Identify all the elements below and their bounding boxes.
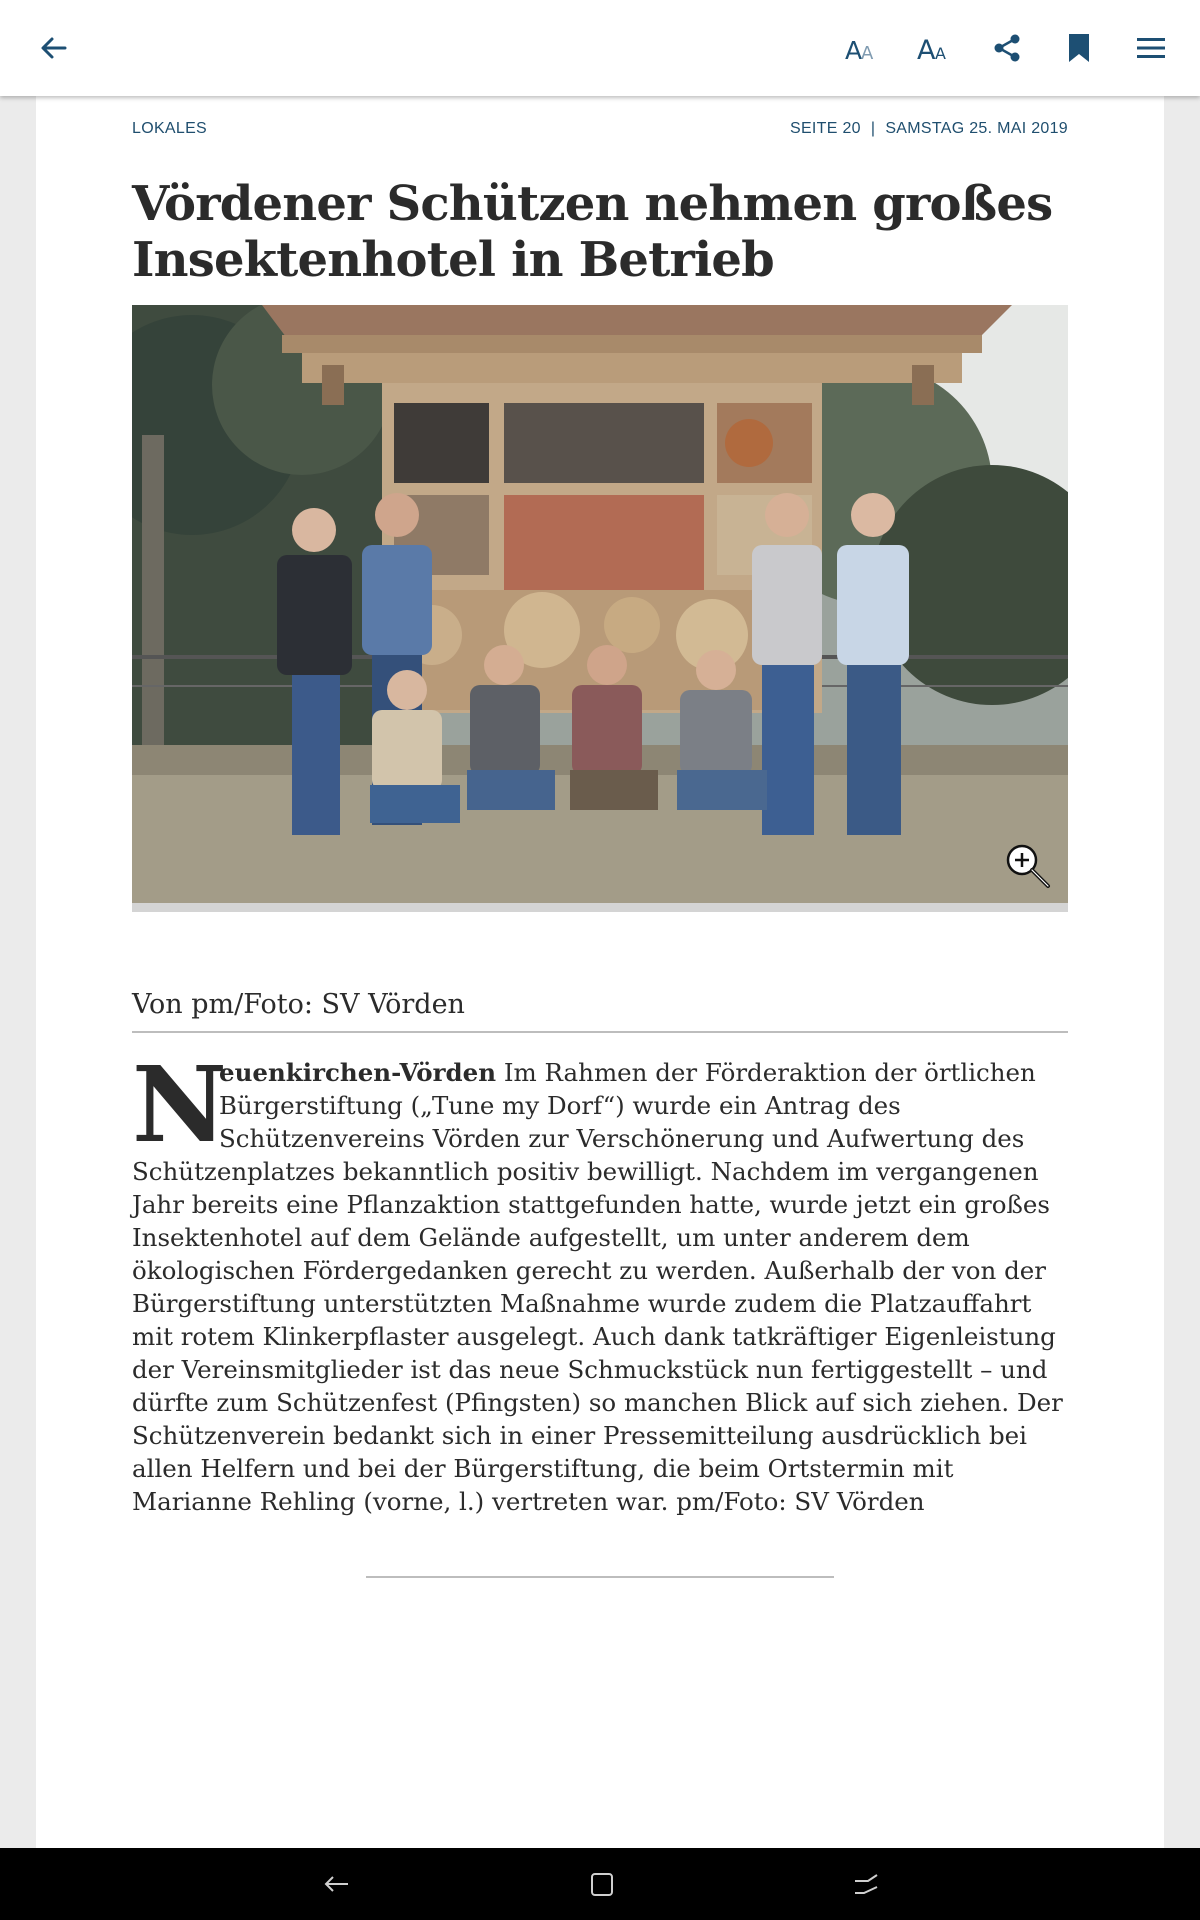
article-body-text: Im Rahmen der Förderaktion der örtlichen Bürgerstiftung („Tune my Dorf“) wurde ein Antrag des Schützenvereins Vörden zur Verschönerung und Aufwertung des Schützenplatzes bekanntlich positiv bewilligt. Nachdem im vergangenen Jahr bereits eine Pflanzaktion stattgefunden hatte, wurde jetzt ein großes Insektenhotel auf dem Gelände aufgestellt, um unter anderem dem ökologischen Fördergedanken gerecht zu werden. Außerhalb der von der Bürgerstiftung unterstützten Maßnahme wurde zudem die Platzauffahrt mit rotem Klinkerpflaster ausgelegt. Auch dank tatkräftiger Eigenleistung der Vereinsmitglieder ist das neue Schmuckstück nun fertiggestellt – und dürfte zum Schützenfest (Pfingsten) so manchen Blick auf sich ziehen. Der Schützenverein bedankt sich in einer Pressemitteilung ausdrücklich bei allen Helfern und bei der Bürgerstiftung, die beim Ortstermin mit Marianne Rehling (vorne, l.) vertreten war. pm/Foto: SV Vörden: [132, 1058, 1063, 1516]
page-date-label: [790, 120, 1068, 138]
back-button[interactable]: [30, 24, 78, 72]
article-body: [132, 1043, 1068, 1518]
svg-text:A: A: [861, 43, 874, 63]
share-button[interactable]: [983, 24, 1031, 72]
nav-home-icon: [587, 1869, 617, 1899]
meta-separator: |: [870, 120, 876, 137]
font-size-increase-icon: [916, 33, 952, 63]
system-home-button[interactable]: [578, 1860, 626, 1908]
font-size-decrease-icon: [844, 33, 880, 63]
svg-text:A: A: [935, 44, 946, 63]
nav-recents-icon: [851, 1869, 881, 1899]
top-toolbar: [0, 0, 1200, 96]
system-navigation-bar: [0, 1848, 1200, 1920]
arrow-left-icon: [39, 33, 69, 63]
article-page: [36, 96, 1164, 1848]
system-back-button[interactable]: [312, 1860, 360, 1908]
menu-button[interactable]: [1127, 24, 1175, 72]
system-recents-button[interactable]: [842, 1860, 890, 1908]
zoom-in-icon: [1004, 842, 1052, 890]
bookmark-button[interactable]: [1055, 24, 1103, 72]
article-photo-frame[interactable]: [132, 305, 1068, 912]
page-number: SEITE 20: [789, 120, 861, 137]
article-headline: Vördener Schützen nehmen großes Insektenhotel in Betrieb: [132, 176, 1053, 288]
bookmark-icon: [1066, 33, 1092, 63]
article-meta: [132, 120, 1068, 142]
photo-illustration: [132, 305, 1068, 903]
drop-cap: N: [132, 1043, 228, 1166]
article-end-divider: [366, 1576, 834, 1578]
article-photo[interactable]: [132, 305, 1068, 903]
menu-icon: [1136, 36, 1166, 60]
publish-date: SAMSTAG 25. MAI 2019: [885, 120, 1068, 137]
font-larger-button[interactable]: [910, 24, 958, 72]
font-smaller-button[interactable]: [838, 24, 886, 72]
svg-text:A: A: [917, 35, 936, 63]
image-zoom-button[interactable]: [1004, 842, 1052, 890]
svg-text:A: A: [845, 36, 863, 63]
share-icon: [992, 33, 1022, 63]
article-byline: Von pm/Foto: SV Vörden: [132, 989, 1068, 1033]
article-lead: euenkirchen-Vörden: [219, 1058, 497, 1087]
section-label: LOKALES: [132, 120, 208, 137]
nav-back-icon: [321, 1869, 351, 1899]
